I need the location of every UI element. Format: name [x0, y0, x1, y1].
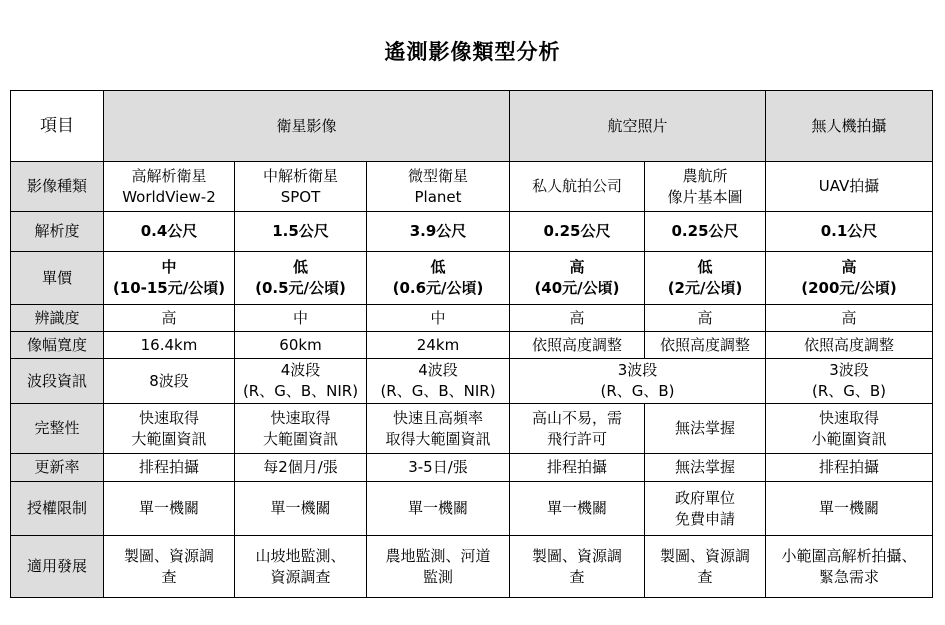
cell-line: 農航所 [682, 166, 728, 185]
header-item-label: 項目 [40, 115, 74, 136]
row-label: 波段資訊 [11, 359, 104, 404]
table-cell: 0.25公尺 [510, 212, 645, 252]
cell-line: 免費申請 [675, 509, 736, 528]
table-cell [104, 162, 235, 212]
table-row [11, 359, 933, 404]
table-cell [510, 359, 766, 404]
row-label: 授權限制 [11, 482, 104, 536]
header-item [11, 91, 104, 162]
cell-line: (R、G、B、NIR) [242, 382, 359, 400]
table-cell: 單一機關 [367, 482, 510, 536]
page-title: 遙測影像類型分析 [384, 40, 561, 64]
table-cell: 單一機關 [766, 482, 933, 536]
row-label: 解析度 [11, 212, 104, 252]
cell-line: 3波段 [617, 361, 658, 379]
table-cell: 依照高度調整 [766, 332, 933, 359]
table-cell: 高 [104, 305, 235, 332]
cell-line: 像片基本圖 [667, 187, 743, 206]
table-cell: 中 [235, 305, 367, 332]
row-label: 單價 [11, 252, 104, 305]
cell-line: 查 [161, 567, 177, 586]
table-row [11, 252, 933, 305]
row-label: 像幅寬度 [11, 332, 104, 359]
cell-line: (R、G、B) [600, 382, 675, 400]
table-cell: 高 [645, 305, 766, 332]
table-cell [235, 404, 367, 454]
row-label: 適用發展 [11, 536, 104, 598]
table-cell: 私人航拍公司 [510, 162, 645, 212]
cell-line: (0.6元/公頃) [392, 279, 484, 297]
cell-line: 緊急需求 [819, 567, 880, 586]
table-cell: 中 [367, 305, 510, 332]
cell-line: 低 [292, 258, 308, 276]
table-cell [367, 162, 510, 212]
cell-line: 小範圍高解析拍攝、 [781, 546, 917, 565]
cell-line: 高解析衛星 [131, 166, 207, 185]
table-cell [235, 252, 367, 305]
cell-line: 製圖、資源調 [531, 546, 622, 565]
cell-line: 山坡地監測、 [255, 546, 346, 565]
table-cell [235, 536, 367, 598]
table-row [11, 162, 933, 212]
table-cell: 0.4公尺 [104, 212, 235, 252]
table-cell: 依照高度調整 [510, 332, 645, 359]
table-row [11, 404, 933, 454]
cell-line: (R、G、B) [811, 382, 887, 400]
cell-line: 快速取得 [138, 408, 199, 427]
table-cell [367, 404, 510, 454]
row-label: 完整性 [11, 404, 104, 454]
cell-line: 3波段 [829, 361, 869, 379]
table-cell [510, 536, 645, 598]
cell-line: 查 [697, 567, 713, 586]
table-row [11, 332, 933, 359]
cell-line: 資源調查 [270, 567, 331, 586]
table-cell: 排程拍攝 [766, 454, 933, 482]
table-cell: 排程拍攝 [104, 454, 235, 482]
cell-line: WorldView-2 [122, 187, 216, 206]
row-label: 影像種類 [11, 162, 104, 212]
cell-line: (200元/公頃) [801, 279, 897, 297]
table-cell: 高 [510, 305, 645, 332]
table-cell: 依照高度調整 [645, 332, 766, 359]
cell-line: 低 [430, 258, 446, 276]
table-cell [645, 536, 766, 598]
table-cell [510, 252, 645, 305]
cell-line: 快速且高頻率 [392, 408, 483, 427]
cell-line: 快速取得 [819, 408, 880, 427]
row-label: 更新率 [11, 454, 104, 482]
table-cell [104, 404, 235, 454]
table-cell [645, 482, 766, 536]
cell-line: 中解析衛星 [262, 166, 338, 185]
cell-line: 大範圍資訊 [131, 429, 207, 448]
table-cell: 16.4km [104, 332, 235, 359]
cell-line: 快速取得 [270, 408, 331, 427]
cell-line: (2元/公頃) [667, 279, 743, 297]
table-row [11, 536, 933, 598]
table-cell [104, 536, 235, 598]
cell-line: 高 [569, 258, 585, 276]
table-cell [766, 404, 933, 454]
table-cell: 無法掌握 [645, 454, 766, 482]
table-cell: 高 [766, 305, 933, 332]
table-row [11, 454, 933, 482]
cell-line: 低 [697, 258, 713, 276]
cell-line: 製圖、資源調 [123, 546, 214, 565]
cell-line: (0.5元/公頃) [255, 279, 346, 297]
table-cell: 無法掌握 [645, 404, 766, 454]
table-cell [766, 252, 933, 305]
table-cell: 單一機關 [510, 482, 645, 536]
cell-line: 4波段 [418, 361, 458, 379]
cell-line: 大範圍資訊 [262, 429, 338, 448]
cell-line: 監測 [422, 567, 453, 586]
table-cell [104, 252, 235, 305]
table-cell: 單一機關 [235, 482, 367, 536]
cell-line: 查 [569, 567, 585, 586]
cell-line: 製圖、資源調 [660, 546, 751, 565]
header-aerial: 航空照片 [510, 91, 766, 162]
cell-line: SPOT [280, 187, 321, 206]
table-cell [367, 359, 510, 404]
table-row [11, 482, 933, 536]
cell-line: 中 [161, 258, 177, 276]
cell-line: 取得大範圍資訊 [385, 429, 491, 448]
cell-line: 農地監測、河道 [385, 546, 491, 565]
cell-line: (40元/公頃) [534, 279, 620, 297]
table-cell: 1.5公尺 [235, 212, 367, 252]
table-cell: 24km [367, 332, 510, 359]
table-cell [766, 536, 933, 598]
table-cell: 0.25公尺 [645, 212, 766, 252]
cell-line: 小範圍資訊 [811, 429, 887, 448]
table-cell [235, 162, 367, 212]
table-cell: 排程拍攝 [510, 454, 645, 482]
cell-line: 高 [841, 258, 857, 276]
table-cell [766, 359, 933, 404]
header-satellite: 衛星影像 [104, 91, 510, 162]
table-cell: 60km [235, 332, 367, 359]
table-cell: 8波段 [104, 359, 235, 404]
cell-line: 政府單位 [675, 488, 736, 507]
table-row [11, 212, 933, 252]
header-row [11, 91, 933, 162]
table-cell: 3-5日/張 [367, 454, 510, 482]
cell-line: 微型衛星 [407, 166, 468, 185]
table-cell: 每2個月/張 [235, 454, 367, 482]
cell-line: (10-15元/公頃) [112, 279, 226, 297]
table-cell [367, 536, 510, 598]
table-cell [645, 162, 766, 212]
header-uav: 無人機拍攝 [766, 91, 933, 162]
comparison-table [10, 90, 933, 598]
table-cell: UAV拍攝 [766, 162, 933, 212]
cell-line: Planet [414, 187, 462, 206]
table-cell [235, 359, 367, 404]
cell-line: 高山不易，需 [531, 408, 622, 427]
table-cell [510, 404, 645, 454]
table-cell: 0.1公尺 [766, 212, 933, 252]
row-label: 辨識度 [11, 305, 104, 332]
table-cell: 單一機關 [104, 482, 235, 536]
cell-line: (R、G、B、NIR) [380, 382, 496, 400]
table-cell [367, 252, 510, 305]
cell-line: 4波段 [280, 361, 321, 379]
table-cell: 3.9公尺 [367, 212, 510, 252]
table-row [11, 305, 933, 332]
cell-line: 飛行許可 [546, 429, 607, 448]
table-cell [645, 252, 766, 305]
